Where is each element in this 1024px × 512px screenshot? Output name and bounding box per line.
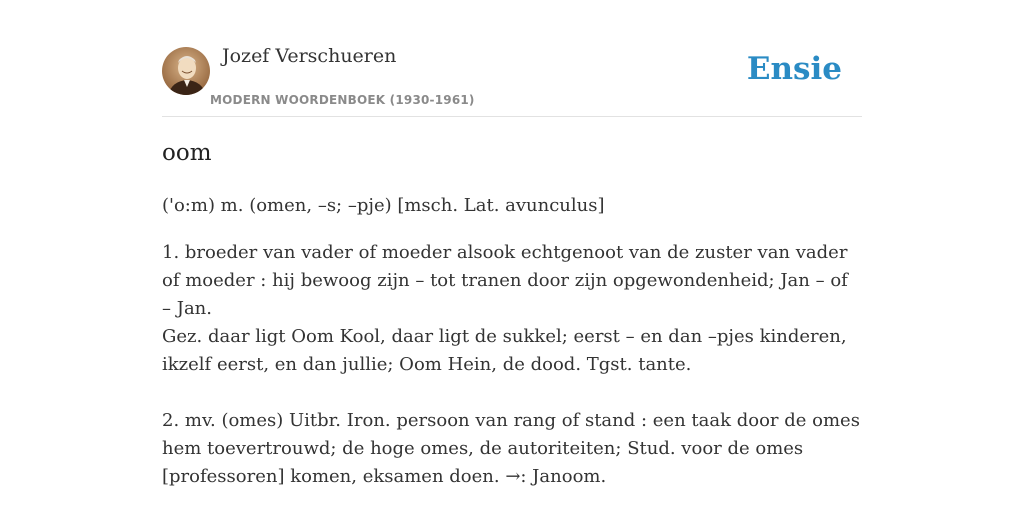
author-portrait-icon xyxy=(162,47,210,95)
entry-headword: oom xyxy=(162,140,212,166)
entry-grammar: ('o:m) m. (omen, –s; –pje) [msch. Lat. avunculus] xyxy=(162,195,605,216)
definition-paragraph: Gez. daar ligt Oom Kool, daar ligt de sukkel; eerst – en dan –pjes kinderen, ikzelf eerst, en dan jullie; Oom Hein, de dood. Tgst. tante. xyxy=(162,326,847,375)
entry-card xyxy=(162,0,862,512)
definition-paragraph: 2. mv. (omes) Uitbr. Iron. persoon van rang of stand : een taak door de omes hem toevertrouwd; de hoge omes, de autoriteiten; Stud. voor de omes [professoren] komen, eksamen doen. →: Janoom. xyxy=(162,410,860,487)
source-title[interactable]: MODERN WOORDENBOEK (1930-1961) xyxy=(210,93,475,107)
author-avatar[interactable] xyxy=(162,47,210,95)
definition-paragraph: 1. broeder van vader of moeder alsook echtgenoot van de zuster van vader of moeder : hij bewoog zijn – tot tranen door zijn opgewondenheid; Jan – of – Jan. xyxy=(162,242,848,319)
brand-logo[interactable]: Ensie xyxy=(746,51,842,87)
entry-header xyxy=(162,0,862,117)
author-name[interactable]: Jozef Verschueren xyxy=(222,45,397,67)
